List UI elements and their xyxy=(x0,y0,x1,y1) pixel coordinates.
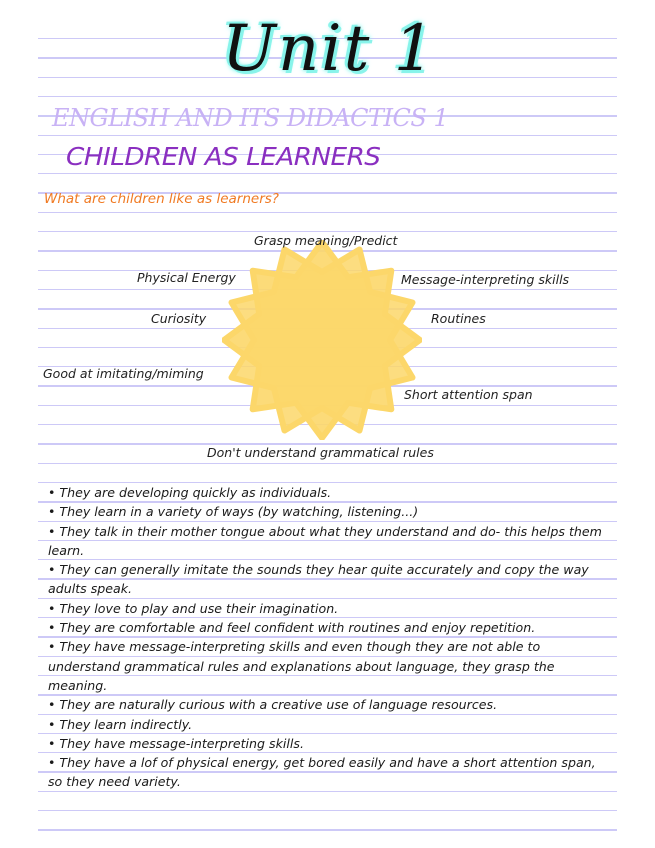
question-heading: What are children like as learners? xyxy=(44,191,279,207)
rule-line xyxy=(38,463,617,464)
label-upper-left: Physical Energy xyxy=(137,270,236,285)
list-item: • They are naturally curious with a creative use of language resources. xyxy=(48,697,498,713)
list-item: • They learn indirectly. xyxy=(48,716,193,732)
rule-line xyxy=(38,212,617,213)
list-item: • They love to play and use their imagination. xyxy=(48,600,339,616)
rule-line xyxy=(38,96,617,97)
page-title: Unit 1 xyxy=(222,12,437,86)
rule-line xyxy=(38,135,617,136)
rule-line xyxy=(38,173,617,174)
list-item: • They have message-interpreting skills. xyxy=(48,735,304,751)
label-left: Curiosity xyxy=(151,311,207,326)
list-item: • They have a lof of physical energy, get bored easily and have a short attention span, so they need variety. xyxy=(48,755,596,790)
list-item: • They learn in a variety of ways (by watching, listening...) xyxy=(48,504,419,520)
label-bottom: Don't understand grammatical rules xyxy=(207,445,434,460)
label-top: Grasp meaning/Predict xyxy=(254,233,398,248)
label-right: Routines xyxy=(431,311,486,326)
star-icon xyxy=(222,240,422,440)
label-lower-right: Short attention span xyxy=(404,387,533,402)
label-lower-left: Good at imitating/miming xyxy=(43,366,204,381)
rule-line xyxy=(38,810,617,811)
section-heading: CHILDREN AS LEARNERS xyxy=(66,142,381,171)
list-item: • They are developing quickly as individuals. xyxy=(48,485,332,500)
list-item: • They are comfortable and feel confident with routines and enjoy repetition. xyxy=(48,620,536,636)
list-item: • They can generally imitate the sounds they hear quite accurately and copy the way adults speak. xyxy=(48,562,589,597)
list-item: • They have message-interpreting skills and even though they are not able to understand grammatical rules and explanations about language, they grasp the meaning. xyxy=(48,639,555,693)
bullet-list xyxy=(48,483,608,792)
course-heading: ENGLISH AND ITS DIDACTICS 1 xyxy=(52,104,449,132)
rule-line xyxy=(38,829,617,830)
label-upper-right: Message-interpreting skills xyxy=(401,272,570,287)
list-item: • They talk in their mother tongue about what they understand and do- this helps them learn. xyxy=(48,523,602,558)
